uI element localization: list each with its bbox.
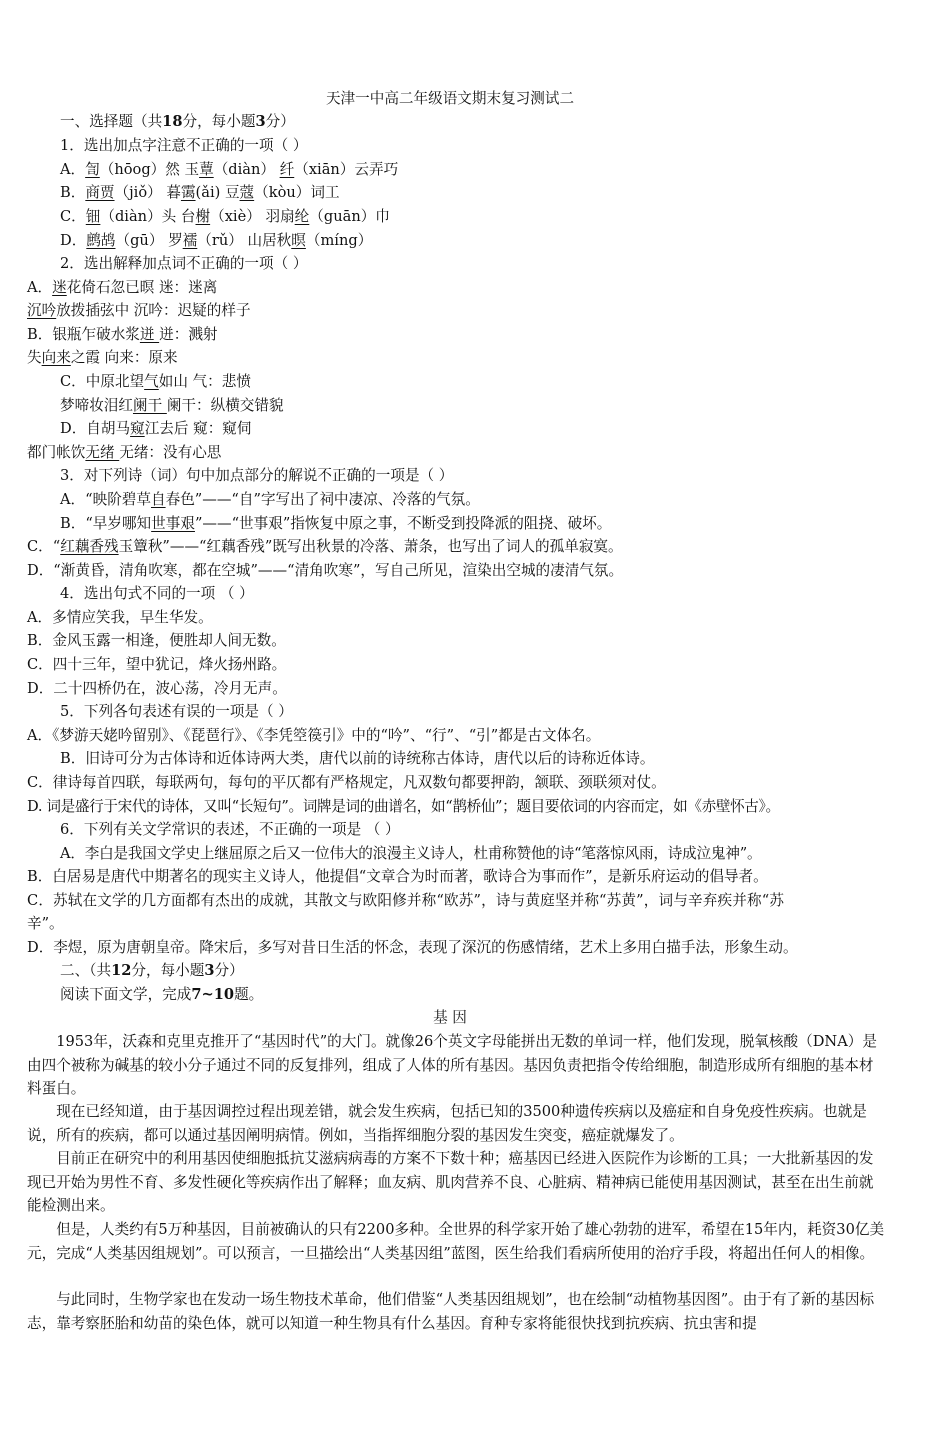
section2-header: 二、（共12分，每小题3分） (60, 962, 244, 979)
q2-option-b-line2: 失向来之霞 向来：原来 (27, 349, 178, 366)
q5-option-d: D. 词是盛行于宋代的诗体，又叫“长短句”。词牌是词的曲谱名，如“鹊桥仙”；题目要依词的内容而定，如《赤壁怀古》。 (27, 798, 780, 815)
q6-option-c-line1: C．苏轼在文学的几方面都有杰出的成就，其散文与欧阳修并称“欧苏”，诗与黄庭坚并称“苏黄”，词与辛弃疾并称“苏 (27, 892, 785, 909)
q3-option-d: D．“渐黄昏，清角吹寒，都在空城”——“清角吹寒”，写自己所见，渲染出空城的凄清气氛。 (27, 562, 624, 579)
q6-option-c-line2: 辛”。 (27, 915, 64, 932)
section2-intro: 阅读下面文学，完成7~10题。 (60, 986, 264, 1003)
q6-stem: 6．下列有关文学常识的表述，不正确的一项是 （ ） (60, 821, 400, 838)
article-title: 基 因 (433, 1009, 467, 1026)
q2-option-d-line2: 都门帐饮无绪 无绪：没有心思 (27, 444, 222, 461)
q4-option-a: A．多情应笑我，早生华发。 (27, 609, 213, 626)
q5-option-b: B．旧诗可分为古体诗和近体诗两大类，唐代以前的诗统称古体诗，唐代以后的诗称近体诗。 (60, 750, 655, 767)
q3-option-c: C．“红藕香残玉簟秋”——“红藕香残”既写出秋景的冷落、萧条，也写出了词人的孤单寂寞。 (27, 538, 623, 555)
q1-option-c: C．钿（diàn）头 台榭（xiè） 羽扇纶（guān）巾 (60, 208, 390, 225)
q3-stem: 3．对下列诗（词）句中加点部分的解说不正确的一项是（ ） (60, 467, 454, 484)
q6-option-a: A．李白是我国文学史上继屈原之后又一位伟大的浪漫主义诗人，杜甫称赞他的诗“笔落惊风雨，诗成泣鬼神”。 (60, 845, 762, 862)
page-title: 天津一中高二年级语文期末复习测试二 (325, 90, 575, 107)
article-paragraph-3: 目前正在研究中的利用基因使细胞抵抗艾滋病病毒的方案不下数十种；癌基因已经进入医院作为诊断的工具；一大批新基因的发现已开始为男性不育、多发性硬化等疾病作出了解释；血友病、肌肉营养不良、心脏病、精神病已能使用基因测试，甚至在出生前就能检测出来。 (27, 1150, 874, 1214)
section1-header: 一、选择题（共18分，每小题3分） (60, 113, 295, 130)
q2-option-b-line1: B．银瓶乍破水浆迸 迸：溅射 (27, 326, 218, 343)
q1-option-d: D．鹧鸪（gū） 罗襦（rǔ） 山居秋暝（míng） (60, 232, 373, 249)
q1-stem: 1．选出加点字注意不正确的一项（ ） (60, 137, 308, 154)
q6-option-d: D．李煜，原为唐朝皇帝。降宋后，多写对昔日生活的怀念，表现了深沉的伤感情绪，艺术上多用白描手法，形象生动。 (27, 939, 798, 956)
q6-option-b: B．白居易是唐代中期著名的现实主义诗人，他提倡“文章合为时而著，歌诗合为事而作”，是新乐府运动的倡导者。 (27, 868, 768, 885)
q5-option-a: A．《梦游天姥吟留别》、《琵琶行》、《李凭箜篌引》中的“吟”、“行”、“引”都是古文体名。 (27, 727, 601, 744)
q2-option-d-line1: D．自胡马窥江去后 窥：窥伺 (60, 420, 252, 437)
q2-stem: 2．选出解释加点词不正确的一项（ ） (60, 255, 308, 272)
q4-stem: 4．选出句式不同的一项 （ ） (60, 585, 254, 602)
q2-option-c-line1: C．中原北望气如山 气：悲愤 (60, 373, 251, 390)
q3-option-b: B．“早岁哪知世事艰”——“世事艰”指恢复中原之事，不断受到投降派的阻挠、破坏。 (60, 515, 612, 532)
q1-option-b: B．商贾（jiǒ） 暮霭(ǎi) 豆蔻（kòu）词工 (60, 184, 340, 201)
q3-option-a: A．“映阶碧草自春色”——“自”字写出了祠中凄凉、冷落的气氛。 (60, 491, 480, 508)
q4-option-c: C．四十三年，望中犹记，烽火扬州路。 (27, 656, 287, 673)
article-paragraph-2: 现在已经知道，由于基因调控过程出现差错，就会发生疾病，包括已知的3500种遗传疾病以及癌症和自身免疫性疾病。也就是说，所有的疾病，都可以通过基因阐明病情。例如，当指挥细胞分裂的基因发生突变，癌症就爆发了。 (27, 1103, 867, 1144)
q4-option-b: B．金风玉露一相逢，便胜却人间无数。 (27, 632, 286, 649)
q4-option-d: D．二十四桥仍在，波心荡，冷月无声。 (27, 680, 287, 697)
q2-option-a-line1: A．迷花倚石忽已暝 迷：迷离 (27, 279, 218, 296)
q2-option-c-line2: 梦啼妆泪红阑干 阑干：纵横交错貌 (60, 397, 284, 414)
article-paragraph-1: 1953年，沃森和克里克推开了“基因时代”的大门。就像26个英文字母能拼出无数的单词一样，他们发现，脱氧核酸（DNA）是由四个被称为碱基的较小分子通过不同的反复排列，组成了人体的所有基因。基因负责把指令传给细胞，制造形成所有细胞的基本材料蛋白。 (27, 1033, 877, 1097)
article-paragraph-4: 但是，人类约有5万种基因，目前被确认的只有2200多种。全世界的科学家开始了雄心勃勃的进军，希望在15年内，耗资30亿美元，完成“人类基因组规划”。可以预言，一旦描绘出“人类基因组”蓝图，医生给我们看病所使用的治疗手段，将超出任何人的相像。 (27, 1221, 885, 1262)
article-paragraph-5: 与此同时，生物学家也在发动一场生物技术革命，他们借鉴“人类基因组规划”，也在绘制“动植物基因图”。由于有了新的基因标志，靠考察胚胎和幼苗的染色体，就可以知道一种生物具有什么基因。育种专家将能很快找到抗疾病、抗虫害和提 (27, 1291, 875, 1332)
q2-option-a-line2: 沉吟放拨插弦中 沉吟：迟疑的样子 (27, 302, 251, 319)
q5-stem: 5．下列各句表述有误的一项是（ ） (60, 703, 293, 720)
q5-option-c: C．律诗每首四联，每联两句，每句的平仄都有严格规定，凡双数句都要押韵，颔联、颈联须对仗。 (27, 774, 666, 791)
q1-option-a: A．訇（hōog）然 玉蕈（diàn） 纤（xiān）云弄巧 (60, 161, 399, 178)
